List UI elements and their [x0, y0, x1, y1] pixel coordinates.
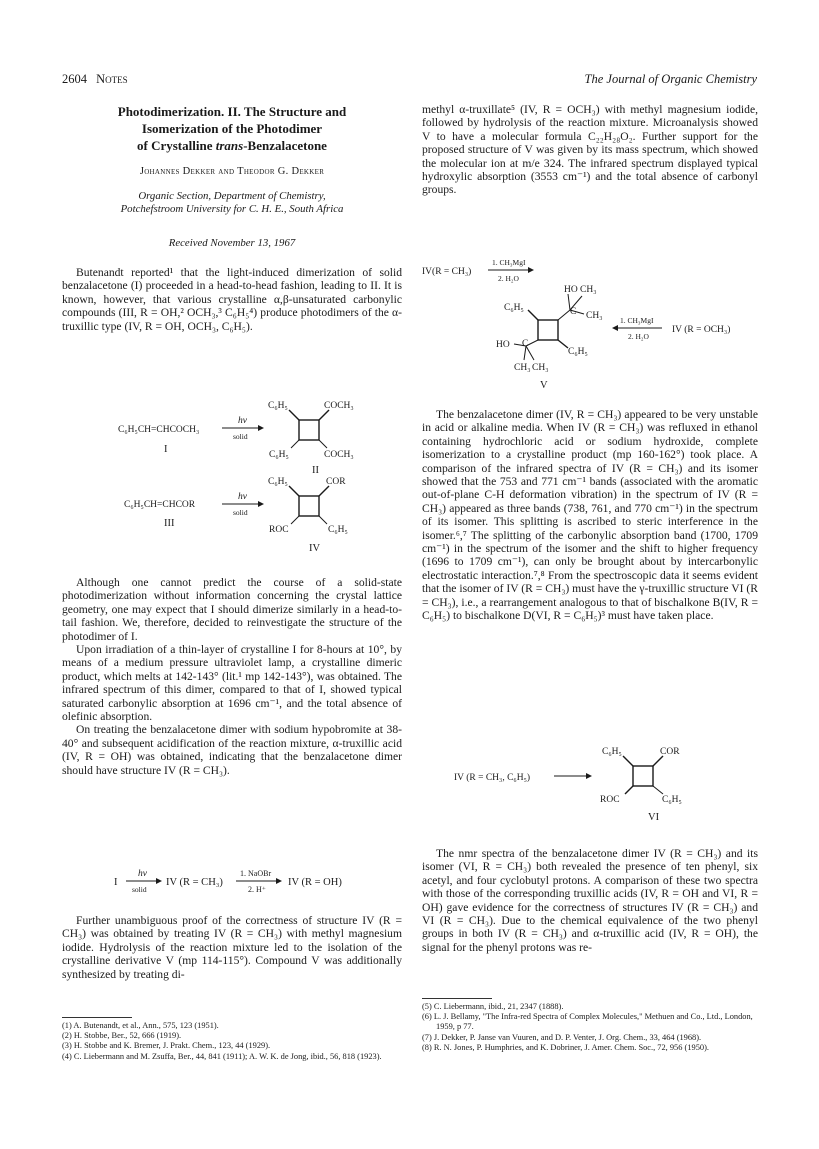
s3-arrow2-bottom: 2. H⁺ — [248, 885, 266, 894]
right-para-2: The benzalacetone dimer (IV, R = CH₃) appeared to be very unstable in acid or alkaline media. When IV (R = CH₃) was refluxed in ethanol containing hydrochloric acid or sodium hydroxide, complete isomerization to a crystalline product (mp 160-162°) took place. A comparison of the infrared spectra of IV (R = CH₃) and its isomer showed that the 753 and 771 cm⁻¹ bands (associated with the aromatic out-of-plane C-H deformation vibration) in the spectrum of IV (R = CH₃) appeared as three bands (738, 761, and 770 cm⁻¹) in the spectrum of its isomer. This splitting is ascribed to steric interference in the isomer.⁶,⁷ The splitting of the carbonylic absorption band (1700, 1709 cm⁻¹) in the spectrum of the isomer and the shift to higher frequency (1696 to 1709 cm⁻¹), can only be brought about by intercarbonylic electrostatic interaction.⁷,⁸ From the spectroscopic data it seems evident that the isomer of IV (R = CH₃) must have the γ-truxillic structure VI (R = CH₃), i.e., a rearrangement analogous to that of bischalkone B(IV, R = C₆H₅) to bischalkone D(VI, R = C₆H₅)³ must have taken place. — [422, 408, 758, 623]
s2-tr: COR — [326, 477, 346, 487]
s1-tr: COCH₃ — [324, 401, 354, 411]
left-paras-2-4: Although one cannot predict the course of a solid-state photodimerization without information concerning the crystal lattice geometry, one may expect that I should dimerize similarly in a head-to-tail fashion. We, therefore, decided to reinvestigate the structure of the photodimer of I. Upon irradiation of a thin-layer of crystalline I for 8-hours at 10°, by means of a medium pressure ultraviolet lamp, a crystalline dimeric product, which melts at 142-143° (lit.¹ mp 142-143°), was obtained. The infrared spectrum of this dimer, compared to that of I, showed typical saturated carbonylic absorption at 1696 cm⁻¹, and the total absence of olefinic absorption. On treating the benzalacetone dimer with sodium hypobromite at 38-40° and subsequent acidification of the reaction mixture, α-truxillic acid (IV, R = OH) was obtained, indicating that the benzalacetone dimer should have structure IV (R = CH₃). — [62, 576, 402, 777]
s1-product-label: II — [312, 465, 319, 476]
s5-cyclobutane — [633, 766, 653, 786]
s5-label: VI — [648, 812, 660, 823]
right-para-1: methyl α-truxillate⁵ (IV, R = OCH₃) with methyl magnesium iodide, followed by hydrolysis of the reaction mixture. Microanalysis showed V to have a molecular formula C₂₂H₂₈O₂. Further support for the proposed structure of V was given by its mass spectrum, which showed the molecular ion at m/e 324. The infrared spectrum displayed typical hydroxylic absorption (3553 cm⁻¹) and the total absence of carbonyl groups. — [422, 103, 758, 197]
s1-arrow-head — [258, 425, 264, 431]
s4-c6h5-tl: C₆H₅ — [504, 303, 524, 313]
s2-arrow-head — [258, 501, 264, 507]
footnotes-left — [62, 1021, 402, 1062]
title-line-3: of Crystalline trans-Benzalacetone — [137, 138, 327, 153]
scheme-dimerization — [62, 392, 407, 564]
s4-ho-top: HO — [564, 285, 578, 295]
authors: Johannes Dekker and Theodor G. Dekker — [139, 166, 325, 177]
footnote-7: (7) J. Dekker, P. Janse van Vuuren, and D. P. Venter, J. Org. Chem., 33, 464 (1968). — [422, 1032, 702, 1042]
scheme-oxidation — [62, 866, 407, 898]
s3-arrow2-top: 1. NaOBr — [240, 869, 272, 878]
s3-arrow1-top: hν — [138, 869, 147, 879]
page-header — [62, 72, 128, 87]
s1-arrow-top: hν — [238, 416, 247, 426]
s4-c-left: C — [522, 339, 529, 349]
s4-ch3-right: CH₃ — [586, 311, 603, 321]
scheme-grignard — [422, 254, 762, 394]
s1-bl: C₆H₅ — [269, 450, 289, 460]
footnote-rule-right — [422, 998, 492, 999]
s5-tl: C₆H₅ — [602, 747, 622, 757]
s1-br: COCH₃ — [324, 450, 354, 460]
s2-reactant: C₆H₅CH=CHCOR — [124, 500, 196, 510]
s5-left: IV (R = CH₃, C₆H₅) — [454, 773, 531, 783]
footnote-4: (4) C. Liebermann and M. Zsuffa, Ber., 44, 841 (1911); A. W. K. de Jong, ibid., 56, 818 (1923). — [62, 1051, 382, 1061]
s4-ch3-bl1: CH₃ — [514, 363, 531, 373]
s4-arrow2-bottom: 2. H₂O — [628, 332, 649, 341]
s4-arrow2-top: 1. CH₃MgI — [620, 316, 654, 325]
s3-start: I — [114, 877, 118, 888]
affiliation: Organic Section, Department of Chemistry, Potchefstroom University for C. H. E., South Africa — [120, 190, 344, 215]
footnotes-right — [422, 1002, 758, 1053]
footnote-rule-left — [62, 1017, 132, 1018]
right-para-3: The nmr spectra of the benzalacetone dimer IV (R = CH₃) and its isomer (VI, R = CH₃) both revealed the presence of ten phenyl, six acetyl, and four cyclobutyl protons. A comparison of these two spectra with those of the corresponding truxillic acids (IV, R = OH and VI, R = OH) gave evidence for the correctness of structures IV (R = CH₃) and VI (R = CH₃). Due to the chemical equivalence of the two phenyl groups in both IV (R = CH₃) and α-truxillic acid (IV, R = OH), the signal for the phenyl protons was re- — [422, 847, 758, 954]
title-line-1: Photodimerization. II. The Structure and — [117, 104, 347, 119]
footnote-2: (2) H. Stobbe, Ber., 52, 666 (1919). — [62, 1031, 182, 1041]
s4-left: IV(R = CH₃) — [422, 267, 472, 277]
s4-c6h5-br: C₆H₅ — [568, 347, 588, 357]
footnote-1: (1) A. Butenandt, et al., Ann., 575, 123 (1951). — [62, 1021, 219, 1030]
s3-end: IV (R = OH) — [288, 877, 342, 888]
footnote-6: (6) L. J. Bellamy, "The Infra-red Spectra of Complex Molecules," Methuen and Co., Ltd., London, 1959, p 77. — [422, 1012, 753, 1032]
s1-tl: C₆H₅ — [268, 401, 288, 411]
s2-product-label: IV — [309, 543, 321, 554]
s1-reactant: C₆H₅CH=CHCOCH₃ — [118, 425, 200, 435]
s4-c-top: C — [570, 307, 577, 317]
s4-cyclobutane — [538, 320, 558, 340]
s1-cyclobutane — [299, 420, 319, 440]
s3-arrow1-bottom: solid — [132, 885, 147, 894]
s2-bl: ROC — [269, 525, 289, 535]
s5-bl: ROC — [600, 795, 620, 805]
section-name: Notes — [96, 72, 128, 86]
s5-br: C₆H₅ — [662, 795, 682, 805]
page-number: 2604 — [62, 72, 87, 86]
s4-arrow1-top: 1. CH₃MgI — [492, 258, 526, 267]
article-title — [62, 103, 402, 154]
scheme-isomerization — [422, 738, 762, 838]
s1-label: I — [164, 444, 168, 455]
s2-arrow-bottom: solid — [233, 508, 248, 517]
s2-tl: C₆H₅ — [268, 477, 288, 487]
s2-cyclobutane — [299, 496, 319, 516]
left-para-5: Further unambiguous proof of the correctness of structure IV (R = CH₃) was obtained by treating IV (R = CH₃) with methyl magnesium iodide. Hydrolysis of the reaction mixture led to the isolation of the crystalline derivative V (mp 114-115°). Compound V was additionally synthesized by treating di- — [62, 914, 402, 981]
s4-label: V — [540, 380, 548, 391]
s4-ch3-top: CH₃ — [580, 285, 597, 295]
s4-ch3-bl2: CH₃ — [532, 363, 549, 373]
s4-arrow1-bottom: 2. H₂O — [498, 274, 519, 283]
s1-arrow-bottom: solid — [233, 432, 248, 441]
footnote-3: (3) H. Stobbe and K. Bremer, J. Prakt. Chem., 123, 44 (1929). — [62, 1041, 271, 1051]
s4-right: IV (R = OCH₃) — [672, 325, 731, 335]
s5-tr: COR — [660, 747, 680, 757]
s2-br: C₆H₅ — [328, 525, 348, 535]
s2-arrow-top: hν — [238, 492, 247, 502]
footnote-8: (8) R. N. Jones, P. Humphries, and K. Dobriner, J. Amer. Chem. Soc., 72, 956 (1950). — [422, 1042, 709, 1052]
received-date: Received November 13, 1967 — [168, 237, 296, 249]
journal-name: The Journal of Organic Chemistry — [584, 72, 757, 86]
title-line-2: Isomerization of the Photodimer — [141, 121, 323, 136]
left-para-1: Butenandt reported¹ that the light-induced dimerization of solid benzalacetone (I) proceeded in a head-to-head fashion, leading to II. It is known, however, that various crystalline α,β-unsaturated carbonylic compounds (III, R = OH,² OCH₃,³ C₆H₅⁴) produce photodimers of the α-truxillic type (IV, R = OH, OCH₃, C₆H₅). — [62, 266, 402, 333]
s2-label: III — [164, 518, 175, 529]
s4-ho-left: HO — [496, 340, 510, 350]
s3-mid: IV (R = CH₃) — [166, 877, 223, 888]
footnote-5: (5) C. Liebermann, ibid., 21, 2347 (1888). — [422, 1002, 564, 1011]
